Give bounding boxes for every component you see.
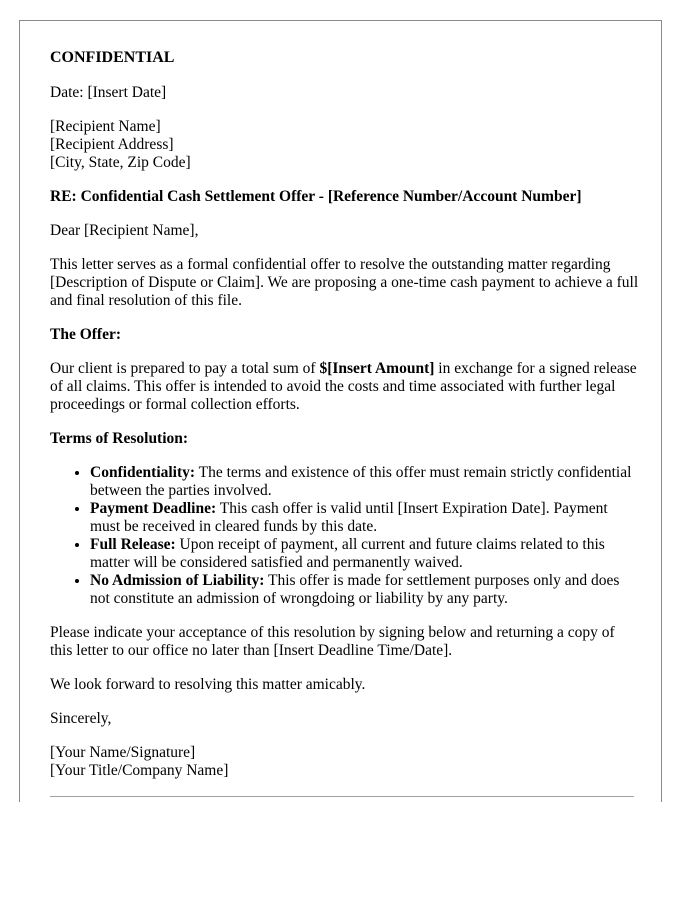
recipient-city-state-zip: [City, State, Zip Code] — [50, 154, 191, 171]
term-text: The terms and existence of this offer must remain strictly confidential between the parties involved. — [90, 464, 632, 499]
recipient-name: [Recipient Name] — [50, 118, 161, 135]
term-item-payment-deadline — [90, 500, 640, 536]
letter-body — [50, 49, 640, 796]
offer-paragraph — [50, 360, 640, 414]
bottom-divider — [50, 796, 634, 797]
term-title: Payment Deadline: — [90, 500, 217, 517]
closing-remark: We look forward to resolving this matter amicably. — [50, 676, 366, 693]
offer-text-before: Our client is prepared to pay a total sum of — [50, 360, 320, 377]
offer-heading: The Offer: — [50, 326, 122, 343]
sign-off: Sincerely, — [50, 710, 112, 727]
term-text: This cash offer is valid until [Insert Expiration Date]. Payment must be received in cleared funds by this date. — [90, 500, 608, 535]
recipient-block — [50, 118, 640, 172]
date-line: Date: [Insert Date] — [50, 84, 167, 101]
salutation: Dear [Recipient Name], — [50, 222, 199, 239]
term-item-full-release — [90, 536, 640, 572]
term-item-confidentiality — [90, 464, 640, 500]
letter-page — [19, 20, 662, 802]
signature-title: [Your Title/Company Name] — [50, 762, 229, 779]
signature-name: [Your Name/Signature] — [50, 744, 196, 761]
offer-text-after: in exchange for a signed release of all claims. This offer is intended to avoid the costs and time associated with further legal proceedings or formal collection efforts. — [50, 360, 637, 413]
terms-heading: Terms of Resolution: — [50, 430, 189, 447]
subject-line: RE: Confidential Cash Settlement Offer - [Reference Number/Account Number] — [50, 188, 582, 205]
term-title: No Admission of Liability: — [90, 572, 265, 589]
offer-amount: $[Insert Amount] — [319, 360, 435, 377]
confidential-heading: CONFIDENTIAL — [50, 49, 175, 66]
term-item-no-admission — [90, 572, 640, 608]
intro-paragraph: This letter serves as a formal confidential offer to resolve the outstanding matter regarding [Description of Dispute or Claim]. We are proposing a one-time cash payment to achieve a full and final resolution of this file. — [50, 256, 639, 309]
acceptance-paragraph: Please indicate your acceptance of this resolution by signing below and returning a copy of this letter to our office no later than [Insert Deadline Time/Date]. — [50, 624, 615, 659]
signature-block — [50, 744, 640, 780]
recipient-address: [Recipient Address] — [50, 136, 174, 153]
terms-list — [50, 464, 640, 608]
term-title: Full Release: — [90, 536, 176, 553]
term-text: This offer is made for settlement purposes only and does not constitute an admission of wrongdoing or liability by any party. — [90, 572, 620, 607]
term-title: Confidentiality: — [90, 464, 196, 481]
term-text: Upon receipt of payment, all current and future claims related to this matter will be considered satisfied and permanently waived. — [90, 536, 605, 571]
